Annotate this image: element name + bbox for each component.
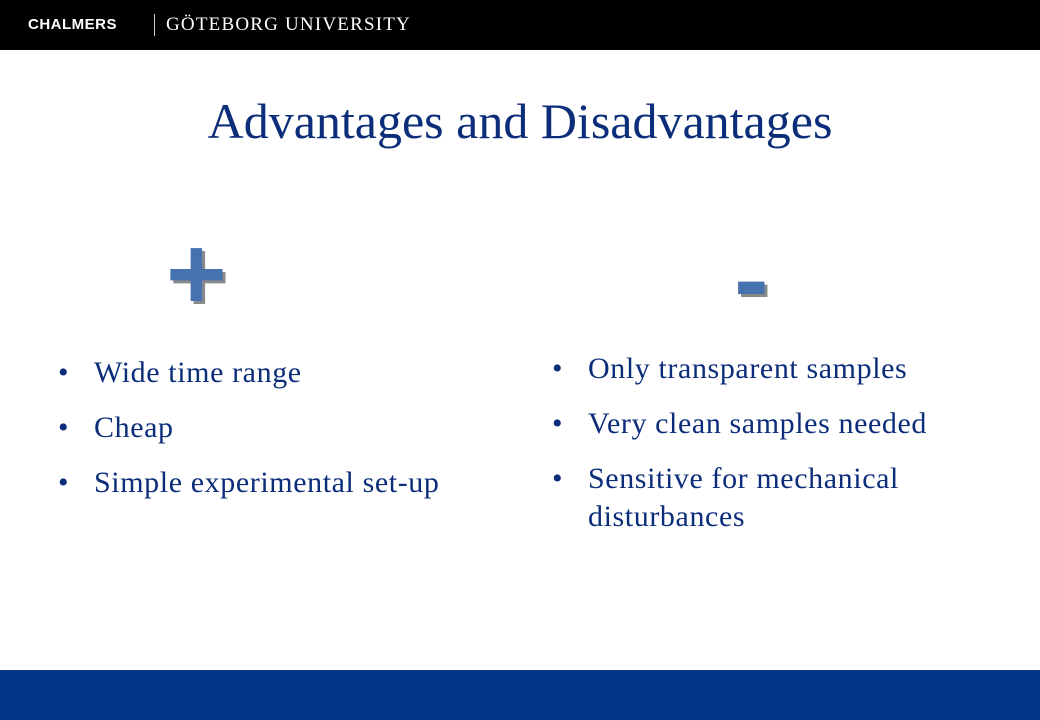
- disadvantages-list: [552, 350, 992, 553]
- plus-icon: +: [166, 216, 227, 332]
- header-bar: [0, 0, 1040, 50]
- list-item: • Only transparent samples: [552, 350, 992, 388]
- advantages-list: [58, 354, 518, 519]
- minus-icon: -: [734, 222, 769, 338]
- list-item: • Wide time range: [58, 354, 518, 392]
- footer-bar: [0, 670, 1040, 720]
- chalmers-logo-text: CHALMERS: [28, 16, 117, 33]
- logo-divider: [154, 14, 155, 36]
- goteborg-university-logo-text: GÖTEBORG UNIVERSITY: [166, 14, 411, 35]
- list-item: • Simple experimental set-up: [58, 464, 518, 502]
- slide-title: Advantages and Disadvantages: [207, 93, 833, 149]
- list-item: • Sensitive for mechanical disturbances: [552, 460, 992, 536]
- list-item: • Cheap: [58, 409, 518, 447]
- list-item: • Very clean samples needed: [552, 405, 992, 443]
